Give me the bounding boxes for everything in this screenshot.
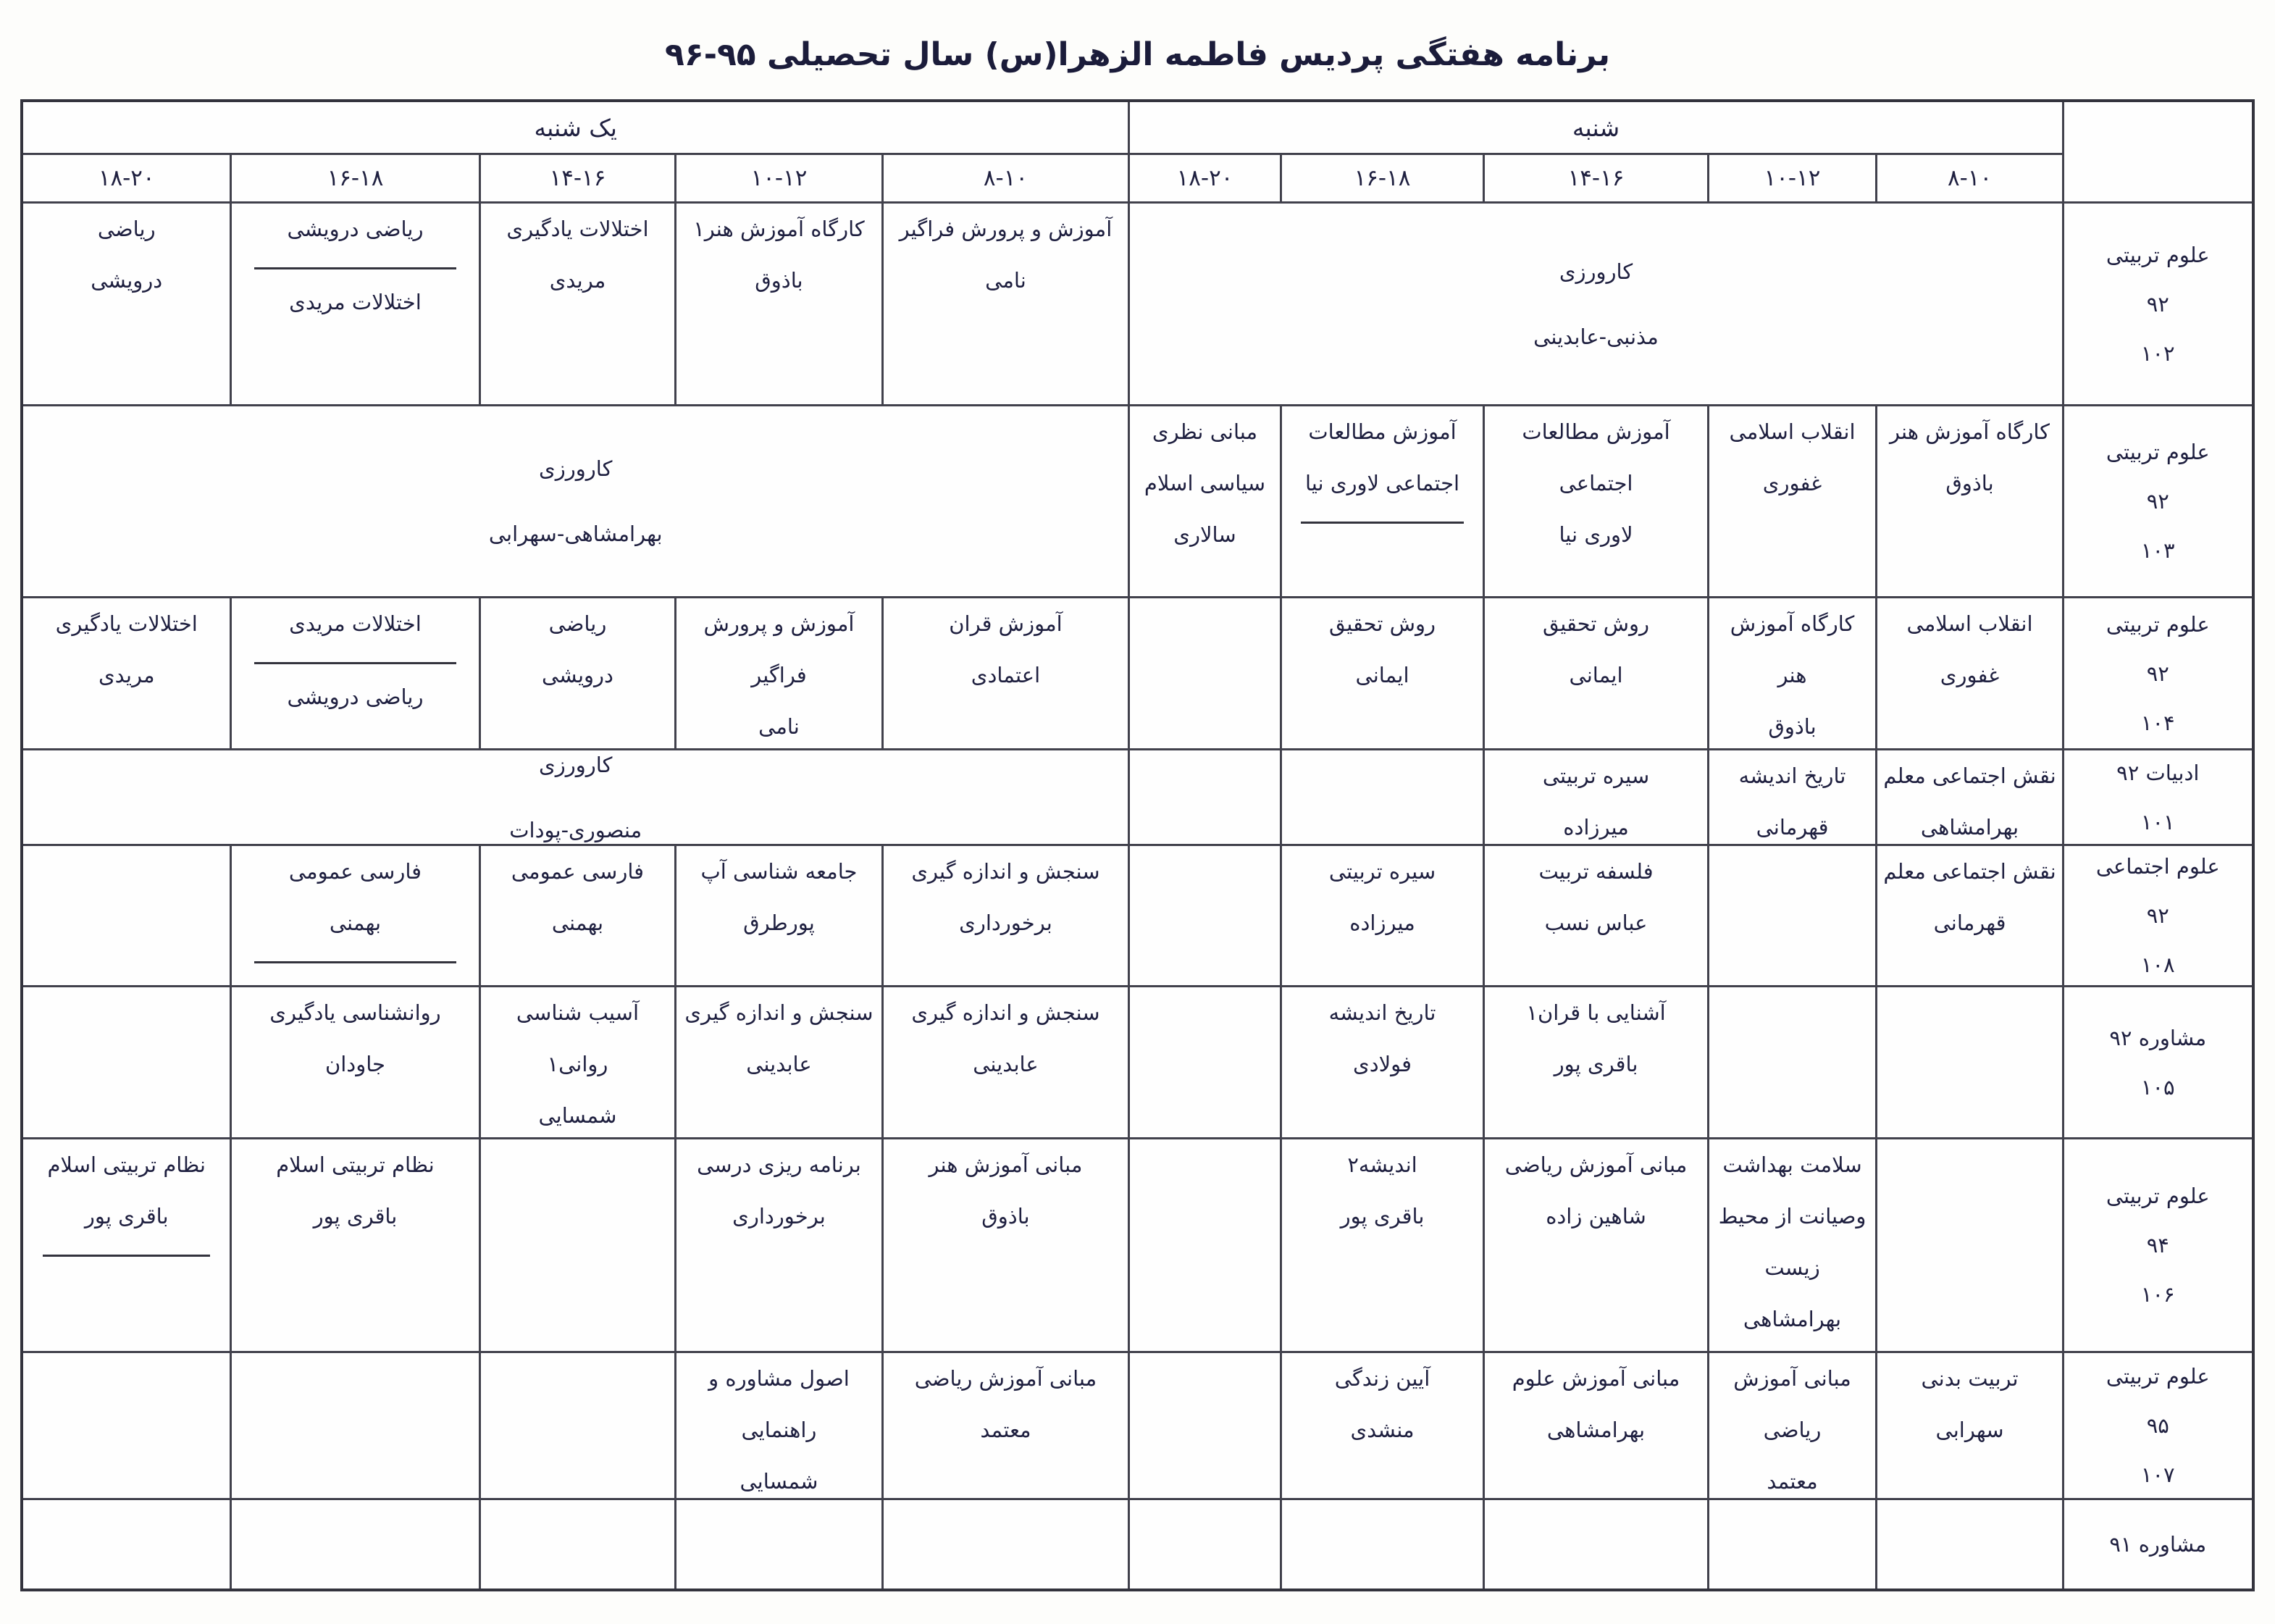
cell-text-line: مذنبی-عابدینی bbox=[1533, 324, 1659, 349]
empty-cell bbox=[1709, 845, 1877, 987]
schedule-row bbox=[22, 750, 2253, 845]
cell-text-line: باذوق bbox=[755, 268, 803, 293]
schedule-body bbox=[22, 203, 2253, 1590]
cell-text-line: معتمد bbox=[980, 1418, 1031, 1442]
cell-text-line: منصوری-پودات bbox=[509, 817, 642, 842]
empty-cell bbox=[882, 1499, 1128, 1590]
cell-text-line: مبانی نظری bbox=[1152, 419, 1258, 444]
class-cell bbox=[1484, 750, 1709, 845]
class-cell bbox=[882, 598, 1128, 750]
cell-text-line: معتمد bbox=[1767, 1469, 1818, 1494]
time-slot-header: ۱۶-۱۸ bbox=[230, 154, 479, 203]
class-cell bbox=[882, 987, 1128, 1139]
cell-text-line: نظام تربیتی اسلام bbox=[276, 1152, 435, 1177]
cell-text-line: درویشی bbox=[91, 268, 163, 293]
cell-text-line: تربیت بدنی bbox=[1921, 1366, 2019, 1391]
cell-text-line: روش تحقیق bbox=[1329, 611, 1436, 636]
cell-text-line: مریدی bbox=[98, 663, 155, 687]
cell-text-line: ریاضی bbox=[548, 611, 607, 636]
cell-text-line: فارسی عمومی bbox=[288, 859, 422, 884]
class-cell bbox=[1877, 1352, 2064, 1499]
cell-text-line: باقری پور bbox=[84, 1204, 169, 1229]
cell-text-line: مشاوره ۹۲ bbox=[2109, 1025, 2207, 1050]
cell-text-line: کارورزی bbox=[539, 456, 613, 481]
class-cell bbox=[1281, 845, 1484, 987]
cell-text-line: برخورداری bbox=[732, 1204, 826, 1229]
empty-cell bbox=[230, 1499, 479, 1590]
cell-text-line: جاودان bbox=[324, 1052, 385, 1076]
cell-text-line: ۱۰۳ bbox=[2140, 538, 2175, 563]
cell-text-line: مشاوره ۹۱ bbox=[2109, 1531, 2207, 1557]
empty-cell bbox=[479, 1352, 675, 1499]
time-slot-header: ۱۸-۲۰ bbox=[22, 154, 230, 203]
cell-text-line: بهرامشاهی bbox=[1743, 1307, 1842, 1331]
class-cell bbox=[675, 1352, 882, 1499]
class-cell bbox=[1484, 987, 1709, 1139]
cell-text-line: غفوری bbox=[1762, 471, 1822, 495]
cell-text-line: راهنمایی bbox=[741, 1418, 817, 1442]
cell-text-line: سیره تربیتی bbox=[1328, 859, 1436, 884]
class-cell bbox=[1484, 598, 1709, 750]
empty-cell bbox=[1877, 1499, 2064, 1590]
cell-text-line: علوم اجتماعی bbox=[2095, 854, 2220, 879]
cell-text-line: ایمانی bbox=[1355, 663, 1409, 687]
empty-cell bbox=[1484, 1499, 1709, 1590]
cell-text-line: روانی۱ bbox=[547, 1052, 608, 1076]
cell-text-line: اختلالات مریدی bbox=[289, 290, 422, 314]
class-cell bbox=[1709, 750, 1877, 845]
schedule-header bbox=[22, 101, 2253, 203]
group-cell bbox=[2064, 1352, 2253, 1499]
class-cell bbox=[1128, 406, 1281, 598]
cell-divider-line bbox=[43, 1255, 210, 1257]
schedule-row bbox=[22, 845, 2253, 987]
cell-text-line: نظام تربیتی اسلام bbox=[47, 1152, 206, 1177]
schedule-row bbox=[22, 1499, 2253, 1590]
group-cell bbox=[2064, 406, 2253, 598]
cell-text-line: باذوق bbox=[1768, 714, 1817, 739]
class-cell bbox=[675, 203, 882, 406]
cell-text-line: ریاضی درویشی bbox=[287, 217, 424, 241]
cell-text-line: علوم تربیتی bbox=[2106, 611, 2210, 637]
class-cell bbox=[230, 987, 479, 1139]
class-cell bbox=[1281, 1139, 1484, 1352]
cell-text-line: فلسفه تربیت bbox=[1538, 859, 1654, 884]
schedule-row bbox=[22, 987, 2253, 1139]
schedule-row bbox=[22, 598, 2253, 750]
class-cell bbox=[479, 845, 675, 987]
schedule-row bbox=[22, 1352, 2253, 1499]
cell-text-line: باقری پور bbox=[1554, 1052, 1638, 1076]
cell-text-line: میرزاده bbox=[1563, 815, 1629, 840]
cell-text-line: مبانی آموزش علوم bbox=[1512, 1366, 1680, 1391]
schedule-row bbox=[22, 203, 2253, 406]
cell-text-line: ایمانی bbox=[1569, 663, 1623, 687]
empty-cell bbox=[1281, 750, 1484, 845]
cell-text-line: علوم تربیتی bbox=[2106, 1364, 2210, 1389]
class-cell bbox=[675, 1139, 882, 1352]
time-slot-header: ۱۰-۱۲ bbox=[675, 154, 882, 203]
cell-text-line: ۱۰۴ bbox=[2140, 710, 2175, 735]
cell-text-line: بهرامشاهی-سهرابی bbox=[488, 522, 663, 546]
empty-cell bbox=[1128, 1352, 1281, 1499]
group-column-header bbox=[2064, 101, 2253, 203]
cell-text-line: بهرامشاهی bbox=[1546, 1418, 1646, 1442]
cell-text-line: میرزاده bbox=[1349, 911, 1415, 935]
cell-text-line: قهرمانی bbox=[1933, 911, 2006, 935]
group-cell bbox=[2064, 1499, 2253, 1590]
cell-text-line: اختلالات مریدی bbox=[289, 611, 422, 636]
class-cell bbox=[675, 598, 882, 750]
cell-text-line: زیست bbox=[1764, 1255, 1820, 1280]
empty-cell bbox=[1877, 987, 2064, 1139]
class-cell bbox=[230, 598, 479, 750]
cell-text-line: آموزش قران bbox=[949, 611, 1063, 636]
cell-text-line: آموزش و پرورش bbox=[703, 611, 855, 636]
time-slot-header: ۱۶-۱۸ bbox=[1281, 154, 1484, 203]
group-cell bbox=[2064, 1139, 2253, 1352]
time-slot-header: ۱۴-۱۶ bbox=[479, 154, 675, 203]
class-cell bbox=[479, 987, 675, 1139]
schedule-row bbox=[22, 1139, 2253, 1352]
empty-cell bbox=[230, 1352, 479, 1499]
cell-text-line: ۹۲ bbox=[2146, 291, 2169, 317]
empty-cell bbox=[1128, 750, 1281, 845]
cell-text-line: ۹۲ bbox=[2146, 661, 2169, 686]
merged-class-cell bbox=[22, 750, 1128, 845]
cell-text-line: اختلالات یادگیری bbox=[506, 217, 649, 241]
cell-text-line: کارورزی bbox=[539, 752, 613, 777]
cell-text-line: سنجش و اندازه گیری bbox=[684, 1000, 873, 1025]
time-slot-header: ۱۴-۱۶ bbox=[1484, 154, 1709, 203]
cell-text-line: بهمنی bbox=[551, 911, 604, 935]
cell-text-line: ۱۰۷ bbox=[2140, 1462, 2175, 1487]
cell-text-line: علوم تربیتی bbox=[2106, 1184, 2210, 1208]
group-cell bbox=[2064, 750, 2253, 845]
class-cell bbox=[882, 1352, 1128, 1499]
cell-text-line: کارورزی bbox=[1559, 259, 1633, 284]
cell-text-line: ۱۰۸ bbox=[2140, 953, 2175, 977]
cell-text-line: نقش اجتماعی معلم bbox=[1883, 763, 2056, 788]
cell-text-line: مبانی آموزش bbox=[1733, 1366, 1851, 1391]
cell-text-line: روانشناسی یادگیری bbox=[269, 1000, 441, 1025]
cell-text-line: انقلاب اسلامی bbox=[1729, 419, 1856, 444]
empty-cell bbox=[22, 845, 230, 987]
cell-text-line: کارگاه آموزش هنر bbox=[1890, 419, 2050, 444]
cell-text-line: اصول مشاوره و bbox=[708, 1366, 850, 1391]
cell-text-line: سلامت بهداشت bbox=[1722, 1152, 1862, 1177]
empty-cell bbox=[22, 987, 230, 1139]
class-cell bbox=[1709, 598, 1877, 750]
class-cell bbox=[1877, 750, 2064, 845]
schedule-table bbox=[20, 99, 2254, 1591]
empty-cell bbox=[1128, 1499, 1281, 1590]
cell-text-line: باقری پور bbox=[313, 1204, 398, 1229]
cell-text-line: ریاضی درویشی bbox=[287, 685, 424, 709]
cell-text-line: نامی bbox=[758, 714, 800, 739]
class-cell bbox=[1484, 406, 1709, 598]
class-cell bbox=[1484, 1139, 1709, 1352]
class-cell bbox=[22, 598, 230, 750]
class-cell bbox=[22, 203, 230, 406]
cell-text-line: مبانی آموزش ریاضی bbox=[1504, 1152, 1688, 1177]
cell-text-line: تاریخ اندیشه bbox=[1328, 1000, 1436, 1025]
time-slot-header: ۱۰-۱۲ bbox=[1709, 154, 1877, 203]
cell-text-line: بهمنی bbox=[329, 911, 382, 935]
cell-divider-line bbox=[254, 662, 457, 664]
empty-cell bbox=[1709, 1499, 1877, 1590]
cell-text-line: آسیب شناسی bbox=[516, 1000, 640, 1025]
cell-text-line: سیره تربیتی bbox=[1542, 763, 1650, 788]
cell-text-line: مبانی آموزش هنر bbox=[929, 1152, 1083, 1177]
page-title: برنامه هفتگی پردیس فاطمه الزهرا(س) سال تحصیلی ۹۵‏-‏۹۶ bbox=[664, 36, 1611, 73]
cell-text-line: ۱۰۵ bbox=[2140, 1074, 2175, 1100]
time-slot-header: ۸-۱۰ bbox=[882, 154, 1128, 203]
class-cell bbox=[1281, 406, 1484, 598]
empty-cell bbox=[675, 1499, 882, 1590]
cell-text-line: آشنایی با قران۱ bbox=[1526, 1000, 1666, 1025]
class-cell bbox=[1709, 1352, 1877, 1499]
cell-text-line: ۹۵ bbox=[2146, 1413, 2169, 1438]
class-cell bbox=[230, 845, 479, 987]
merged-class-cell bbox=[22, 406, 1128, 598]
cell-text-line: سالاری bbox=[1173, 522, 1236, 547]
cell-text-line: آموزش مطالعات bbox=[1308, 419, 1457, 444]
cell-text-line: مریدی bbox=[549, 268, 606, 293]
class-cell bbox=[1281, 1352, 1484, 1499]
cell-text-line: اعتمادی bbox=[971, 663, 1041, 687]
cell-text-line: نقش اجتماعی معلم bbox=[1883, 859, 2056, 884]
cell-text-line: ریاضی bbox=[1763, 1418, 1822, 1442]
cell-text-line: برنامه ریزی درسی bbox=[697, 1152, 861, 1177]
cell-divider-line bbox=[254, 961, 457, 963]
cell-text-line: سهرابی bbox=[1935, 1418, 2004, 1442]
empty-cell bbox=[1128, 598, 1281, 750]
empty-cell bbox=[479, 1499, 675, 1590]
empty-cell bbox=[1877, 1139, 2064, 1352]
cell-text-line: عباس نسب bbox=[1544, 911, 1648, 935]
time-slot-header: ۱۸-۲۰ bbox=[1128, 154, 1281, 203]
cell-text-line: ۹۲ bbox=[2146, 489, 2169, 514]
cell-text-line: روش تحقیق bbox=[1543, 611, 1650, 636]
cell-text-line: تاریخ اندیشه bbox=[1738, 763, 1846, 788]
cell-text-line: باقری پور bbox=[1340, 1204, 1425, 1229]
cell-text-line: علوم تربیتی bbox=[2106, 440, 2210, 464]
cell-text-line: اختلالات یادگیری bbox=[55, 611, 198, 636]
empty-cell bbox=[22, 1499, 230, 1590]
class-cell bbox=[1484, 845, 1709, 987]
cell-text-line: اجتماعی bbox=[1559, 471, 1633, 495]
cell-text-line: لاوری نیا bbox=[1559, 522, 1633, 547]
class-cell bbox=[882, 845, 1128, 987]
cell-text-line: آموزش مطالعات bbox=[1522, 419, 1670, 444]
cell-text-line: منشدی bbox=[1350, 1418, 1415, 1442]
cell-text-line: مبانی آموزش ریاضی bbox=[914, 1366, 1097, 1391]
group-cell bbox=[2064, 987, 2253, 1139]
cell-text-line: جامعه شناسی آپ bbox=[700, 859, 858, 884]
cell-text-line: عابدینی bbox=[746, 1052, 812, 1076]
cell-text-line: کارگاه آموزش هنر۱ bbox=[693, 217, 865, 241]
cell-text-line: برخورداری bbox=[959, 911, 1052, 935]
cell-text-line: درویشی bbox=[541, 663, 613, 687]
cell-text-line: عابدینی bbox=[973, 1052, 1039, 1076]
cell-text-line: هنر bbox=[1777, 663, 1807, 687]
merged-class-cell bbox=[1128, 203, 2063, 406]
cell-text-line: فارسی عمومی bbox=[511, 859, 645, 884]
schedule-row bbox=[22, 406, 2253, 598]
empty-cell bbox=[1128, 845, 1281, 987]
class-cell bbox=[230, 203, 479, 406]
cell-text-line: اندیشه۲ bbox=[1347, 1152, 1417, 1177]
cell-text-line: ۹۴ bbox=[2146, 1233, 2169, 1257]
cell-text-line: علوم تربیتی bbox=[2106, 242, 2210, 267]
class-cell bbox=[1877, 598, 2064, 750]
class-cell bbox=[22, 1139, 230, 1352]
empty-cell bbox=[1281, 1499, 1484, 1590]
empty-cell bbox=[479, 1139, 675, 1352]
cell-text-line: کارگاه آموزش bbox=[1730, 611, 1855, 636]
cell-text-line: ۱۰۲ bbox=[2140, 340, 2175, 366]
day-header-sunday: یک شنبه bbox=[22, 101, 1128, 154]
cell-text-line: ادبیات ۹۲ bbox=[2116, 760, 2200, 785]
cell-text-line: فراگیر bbox=[751, 663, 807, 687]
day-header-row bbox=[22, 101, 2253, 154]
cell-divider-line bbox=[1301, 522, 1463, 524]
empty-cell bbox=[1128, 1139, 1281, 1352]
cell-text-line: انقلاب اسلامی bbox=[1906, 611, 2033, 636]
cell-text-line: فولادی bbox=[1353, 1052, 1412, 1076]
cell-text-line: شمسایی bbox=[740, 1469, 818, 1494]
cell-text-line: وصیانت از محیط bbox=[1718, 1204, 1866, 1229]
cell-text-line: آیین زندگی bbox=[1334, 1366, 1430, 1391]
class-cell bbox=[882, 203, 1128, 406]
cell-text-line: قهرمانی bbox=[1756, 815, 1829, 840]
cell-text-line: باذوق bbox=[1945, 471, 1994, 495]
class-cell bbox=[230, 1139, 479, 1352]
cell-text-line: سنجش و اندازه گیری bbox=[911, 1000, 1100, 1025]
cell-text-line: باذوق bbox=[981, 1204, 1030, 1229]
class-cell bbox=[675, 845, 882, 987]
cell-text-line: نامی bbox=[985, 268, 1026, 293]
class-cell bbox=[882, 1139, 1128, 1352]
class-cell bbox=[479, 598, 675, 750]
class-cell bbox=[1281, 987, 1484, 1139]
time-slot-header: ۸-۱۰ bbox=[1877, 154, 2064, 203]
cell-text-line: پورطرق bbox=[743, 911, 815, 935]
cell-text-line: بهرامشاهی bbox=[1920, 815, 2019, 840]
empty-cell bbox=[22, 1352, 230, 1499]
cell-text-line: سنجش و اندازه گیری bbox=[911, 859, 1100, 884]
class-cell bbox=[675, 987, 882, 1139]
empty-cell bbox=[1128, 987, 1281, 1139]
cell-text-line: شمسایی bbox=[538, 1103, 617, 1128]
day-header-saturday: شنبه bbox=[1128, 101, 2063, 154]
cell-text-line: آموزش و پرورش فراگیر bbox=[899, 217, 1113, 241]
cell-text-line: غفوری bbox=[1940, 663, 2000, 687]
cell-text-line: شاهین زاده bbox=[1546, 1204, 1646, 1229]
class-cell bbox=[1709, 1139, 1877, 1352]
empty-cell bbox=[1709, 987, 1877, 1139]
time-header-row bbox=[22, 154, 2253, 203]
group-cell bbox=[2064, 203, 2253, 406]
cell-text-line: ۱۰۶ bbox=[2140, 1282, 2175, 1307]
cell-text-line: ۹۲ bbox=[2146, 903, 2169, 928]
class-cell bbox=[1877, 845, 2064, 987]
group-cell bbox=[2064, 598, 2253, 750]
cell-text-line: سیاسی اسلام bbox=[1144, 471, 1266, 495]
class-cell bbox=[479, 203, 675, 406]
class-cell bbox=[1484, 1352, 1709, 1499]
cell-text-line: اجتماعی لاوری نیا bbox=[1304, 471, 1460, 495]
cell-divider-line bbox=[254, 267, 457, 269]
class-cell bbox=[1281, 598, 1484, 750]
class-cell bbox=[1877, 406, 2064, 598]
group-cell bbox=[2064, 845, 2253, 987]
cell-text-line: ریاضی bbox=[97, 217, 156, 241]
class-cell bbox=[1709, 406, 1877, 598]
cell-text-line: ۱۰۱ bbox=[2140, 809, 2175, 834]
